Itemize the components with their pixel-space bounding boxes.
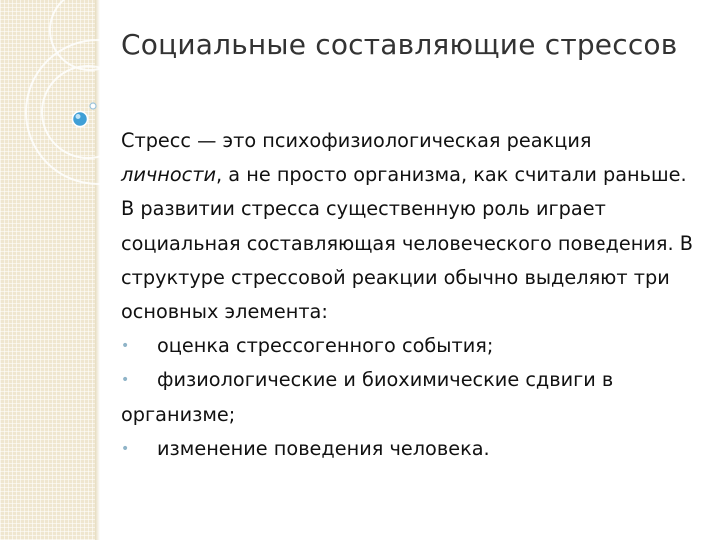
intro-italic-word: личности xyxy=(121,163,217,187)
intro-rest: , а не просто организма, как считали раньше. В развитии стресса существенную роль играет социальная составляющая человеческого поведения. В структуре стрессовой реакции обычно выделяют три основных элемента: xyxy=(121,163,693,324)
bullet-text: физиологические и биохимические сдвиги в организме; xyxy=(121,368,614,426)
intro-lead: Стресс — это психофизиологическая реакция xyxy=(121,129,592,152)
deco-orb-large-icon xyxy=(73,112,88,127)
bullet-icon: • xyxy=(121,372,130,389)
bullet-text: изменение поведения человека. xyxy=(157,436,490,460)
deco-orb-small-icon xyxy=(90,103,96,109)
slide-title: Социальные составляющие стрессов xyxy=(121,28,678,61)
deco-ring-small xyxy=(50,0,130,70)
bullet-item xyxy=(121,329,696,363)
bullet-item xyxy=(121,432,696,466)
slide-body xyxy=(121,124,696,466)
bullet-icon: • xyxy=(121,338,130,355)
bullet-item xyxy=(121,363,696,431)
bullet-icon: • xyxy=(121,440,130,457)
intro-paragraph xyxy=(121,124,696,329)
bullet-text: оценка стрессогенного события; xyxy=(157,334,494,358)
